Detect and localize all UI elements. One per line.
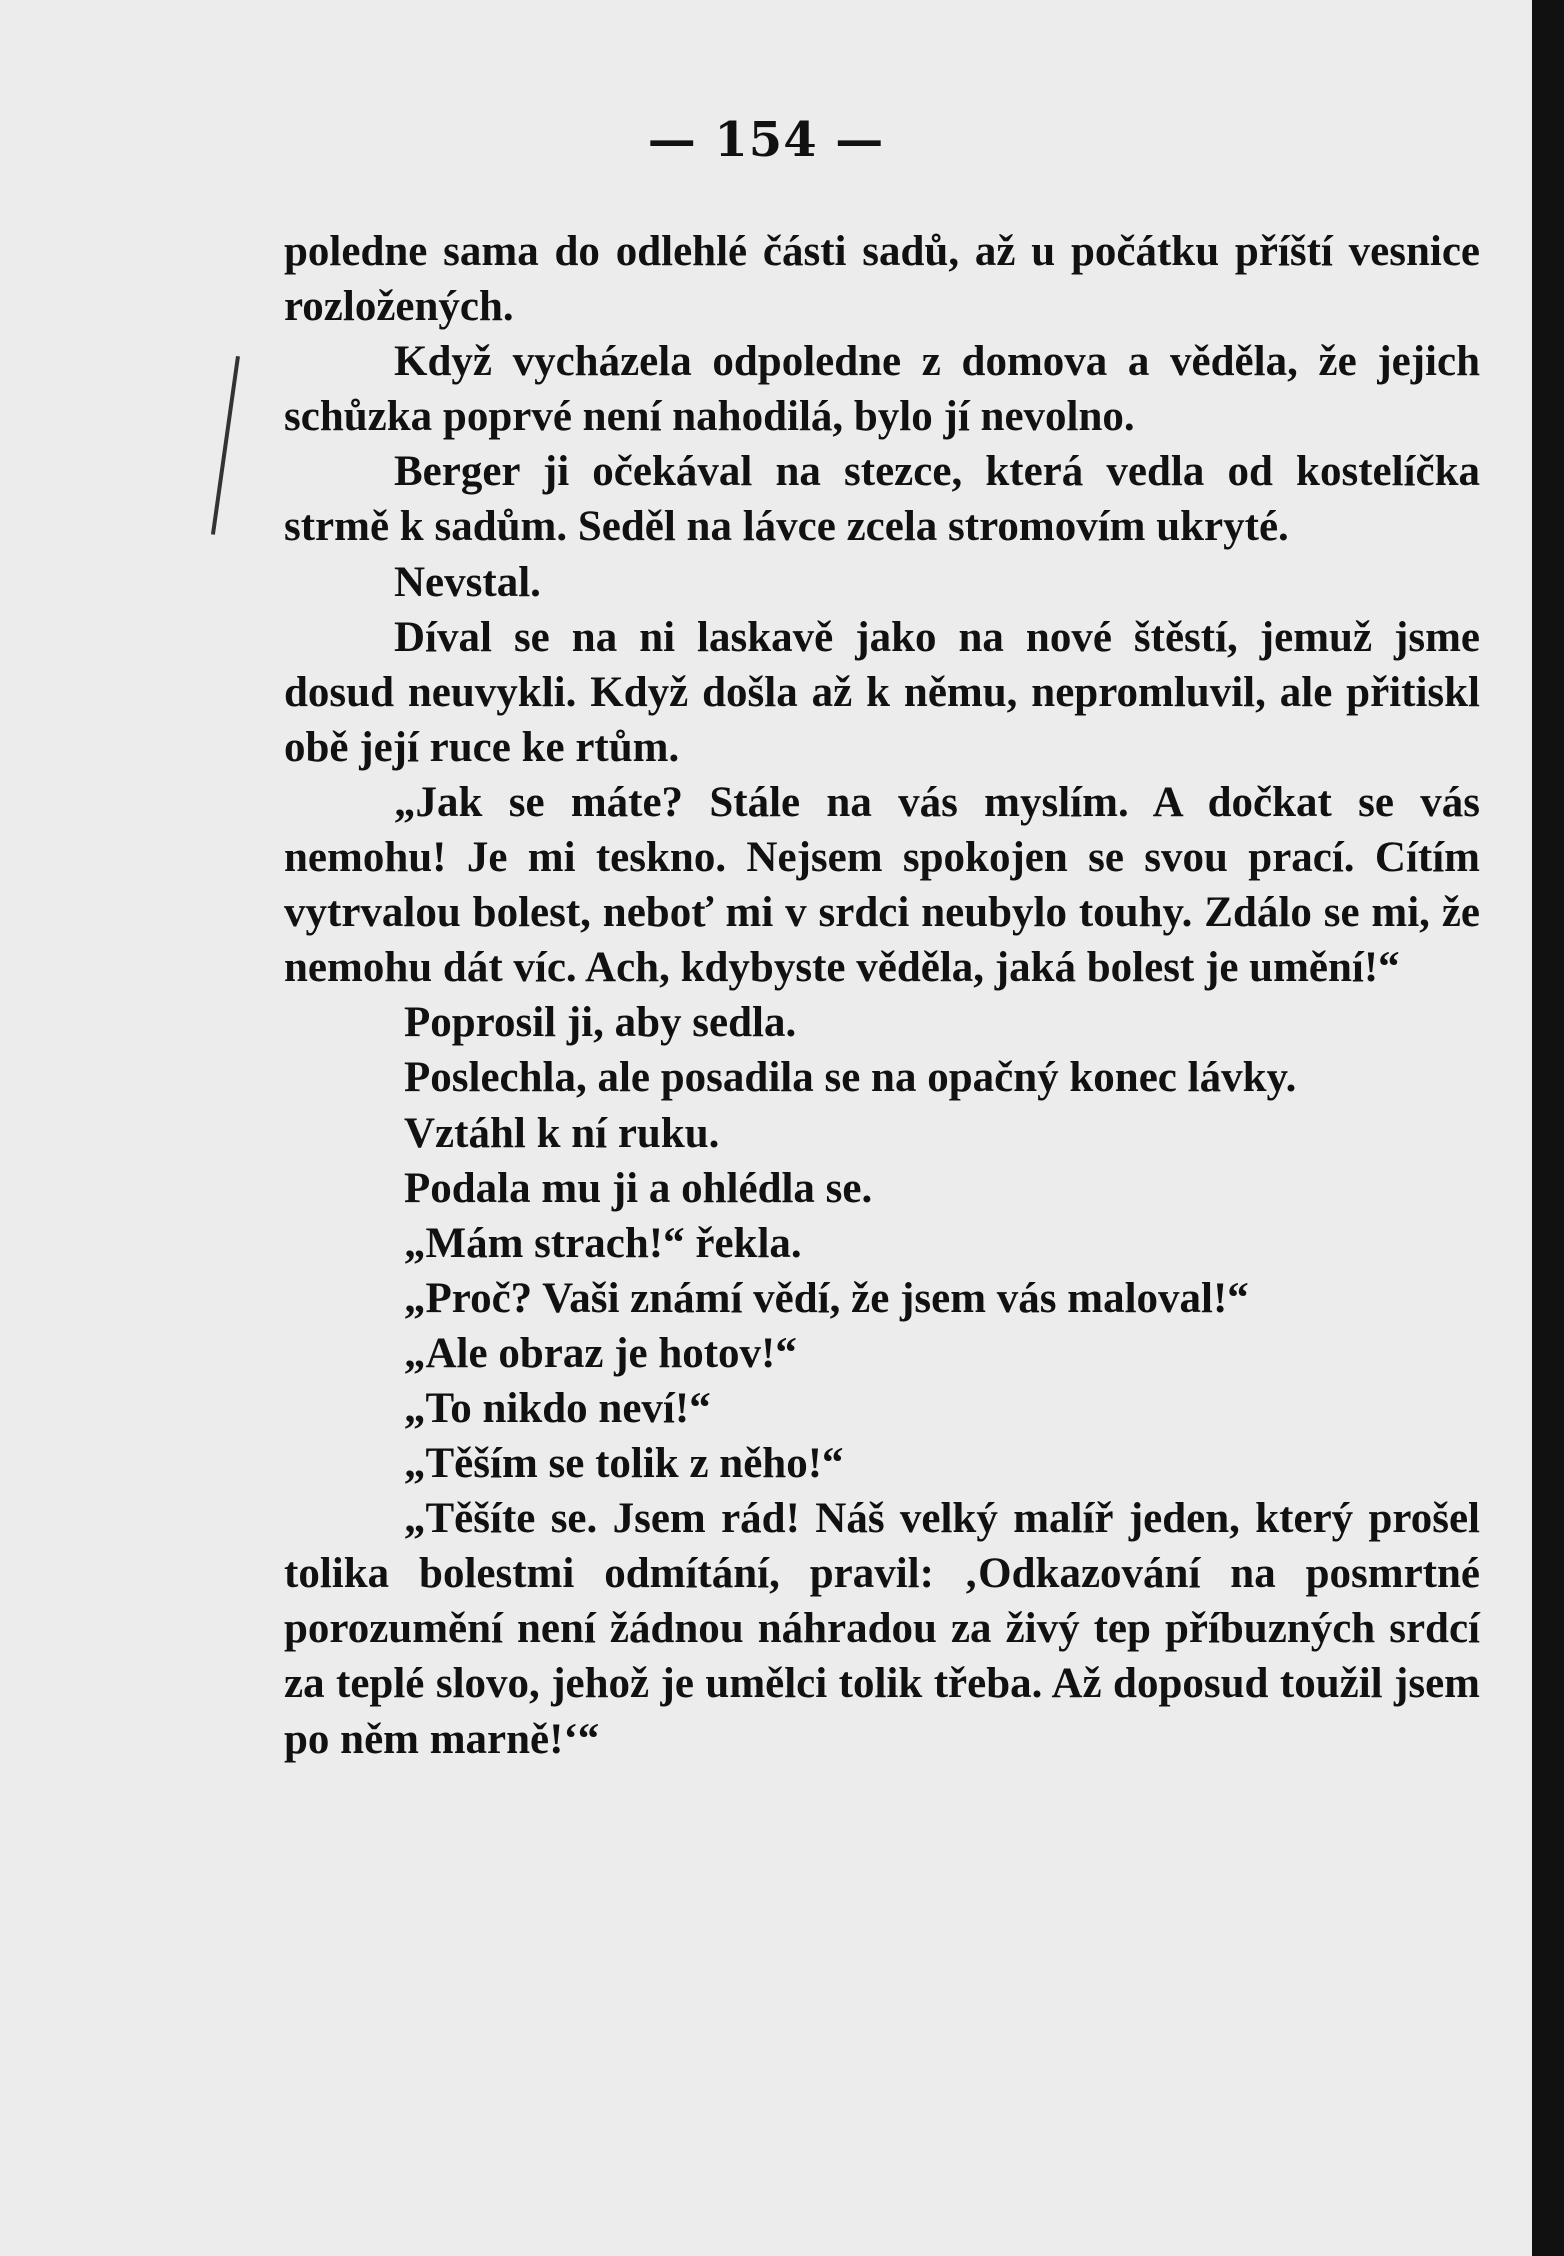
- paragraph: „Těším se tolik z něho!“: [404, 1440, 844, 1488]
- paragraph: Podala mu ji a ohlédla se.: [404, 1164, 873, 1212]
- paragraph: Díval se na ni laskavě jako na nové štěstí, jemuž jsme dosud neuvykli. Když došla až k němu, nepromluvil, ale přitiskl obě její ruce ke rtům.: [284, 613, 1480, 771]
- paragraph: „Ale obraz je hotov!“: [404, 1329, 797, 1377]
- paragraph: Když vycházela odpoledne z domova a věděla, že jejich schůzka poprvé není nahodilá, bylo jí nevolno.: [284, 338, 1480, 441]
- paragraph: „To nikdo neví!“: [404, 1384, 711, 1432]
- paragraph: Poslechla, ale posadila se na opačný konec lávky.: [404, 1054, 1297, 1102]
- paragraph: Nevstal.: [394, 558, 541, 606]
- paragraph: Vztáhl k ní ruku.: [404, 1109, 720, 1157]
- paragraph: „Jak se máte? Stále na vás myslím. A dočkat se vás nemohu! Je mi teskno. Nejsem spokojen se svou prací. Cítím vytrvalou bolest, neboť mi v srdci neubylo touhy. Zdálo se mi, že nemohu dát víc. Ach, kdybyste věděla, jaká bolest je umění!“: [284, 778, 1480, 992]
- margin-pencil-mark: [211, 356, 240, 535]
- paragraph: Poprosil ji, aby sedla.: [404, 999, 797, 1047]
- page-number: — 154 —: [647, 112, 885, 168]
- page-body-text: [284, 224, 1480, 1767]
- book-spine-edge: [1532, 0, 1564, 2256]
- paragraph: „Mám strach!“ řekla.: [404, 1219, 802, 1267]
- paragraph: „Těšíte se. Jsem rád! Náš velký malíř jeden, který prošel tolika bolestmi odmítání, pravil: ‚Odkazování na posmrtné porozumění není žádnou náhradou za živý tep příbuzných srdcí za teplé slovo, jehož je umělci tolik třeba. Až doposud toužil jsem po něm marně!‘“: [284, 1495, 1480, 1763]
- paragraph: poledne sama do odlehlé části sadů, až u počátku příští vesnice rozložených.: [284, 228, 1480, 331]
- paragraph: Berger ji očekával na stezce, která vedla od kostelíčka strmě k sadům. Seděl na lávce zcela stromovím ukryté.: [284, 448, 1480, 551]
- paragraph: „Proč? Vaši známí vědí, že jsem vás maloval!“: [404, 1274, 1249, 1322]
